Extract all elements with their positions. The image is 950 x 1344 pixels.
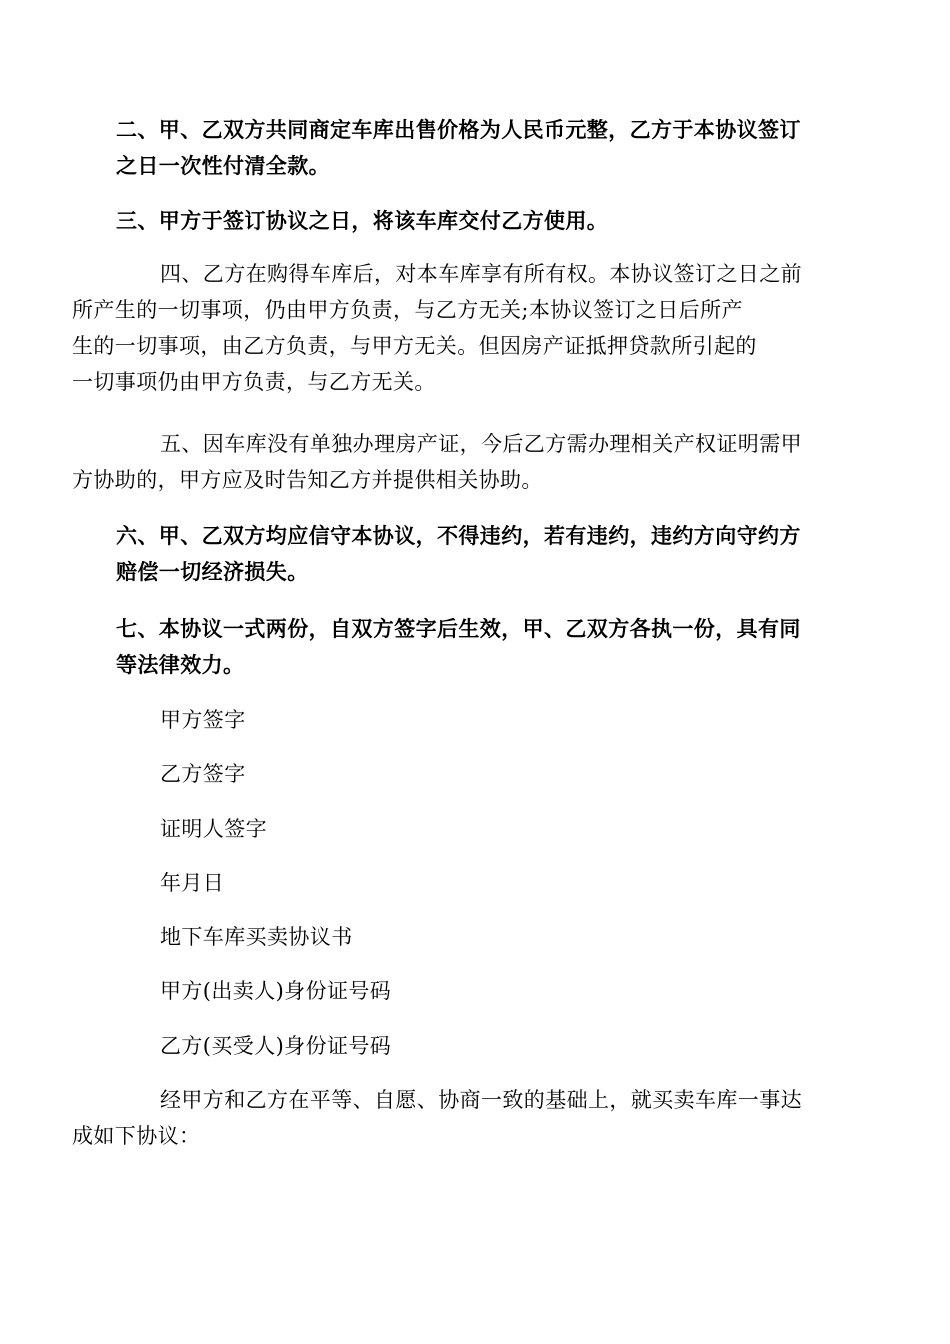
clause-4-line-2: 所产生的一切事项，仍由甲方负责，与乙方无关;本协议签订之日后所产	[72, 298, 743, 322]
witness-signature-label: 证明人签字	[160, 817, 267, 841]
clause-4-line-4: 一切事项仍由甲方负责，与乙方无关。	[72, 370, 436, 394]
agreement-intro	[72, 1082, 832, 1154]
clause-5-line-2: 方协助的，甲方应及时告知乙方并提供相关协助。	[72, 468, 543, 492]
date-label: 年月日	[160, 871, 225, 895]
clause-2-line-2: 之日一次性付清全款。	[116, 153, 330, 178]
clause-4	[72, 256, 832, 400]
clause-7-line-2: 等法律效力。	[116, 652, 245, 677]
agreement-intro-line-2: 成如下协议：	[72, 1124, 201, 1148]
clause-5-line-1: 五、因车库没有单独办理房产证，今后乙方需办理相关产权证明需甲	[160, 432, 802, 456]
clause-6-line-1: 六、甲、乙双方均应信守本协议，不得违约，若有违约，违约方向守约方	[116, 523, 801, 548]
party-a-signature-label: 甲方签字	[160, 708, 246, 732]
clause-3-line-1: 三、甲方于签订协议之日，将该车库交付乙方使用。	[116, 208, 609, 233]
agreement-intro-line-1: 经甲方和乙方在平等、自愿、协商一致的基础上，就买卖车库一事达	[160, 1088, 802, 1112]
clause-7-line-1: 七、本协议一式两份，自双方签字后生效，甲、乙双方各执一份，具有同	[116, 616, 801, 641]
clause-4-line-1: 四、乙方在购得车库后，对本车库享有所有权。本协议签订之日之前	[160, 262, 802, 286]
clause-5	[72, 426, 832, 498]
clause-7	[116, 611, 832, 683]
party-a-id-label: 甲方(出卖人)身份证号码	[160, 979, 392, 1003]
clause-4-line-3: 生的一切事项，由乙方负责，与甲方无关。但因房产证抵押贷款所引起的	[72, 334, 757, 358]
clause-2	[116, 112, 832, 184]
party-b-id-label: 乙方(买受人)身份证号码	[160, 1034, 392, 1058]
clause-2-line-1: 二、甲、乙双方共同商定车库出售价格为人民币元整，乙方于本协议签订	[116, 117, 801, 142]
clause-6-line-2: 赔偿一切经济损失。	[116, 559, 309, 584]
agreement-title: 地下车库买卖协议书	[160, 925, 353, 949]
clause-3	[116, 203, 832, 239]
clause-6	[116, 518, 832, 590]
party-b-signature-label: 乙方签字	[160, 762, 246, 786]
